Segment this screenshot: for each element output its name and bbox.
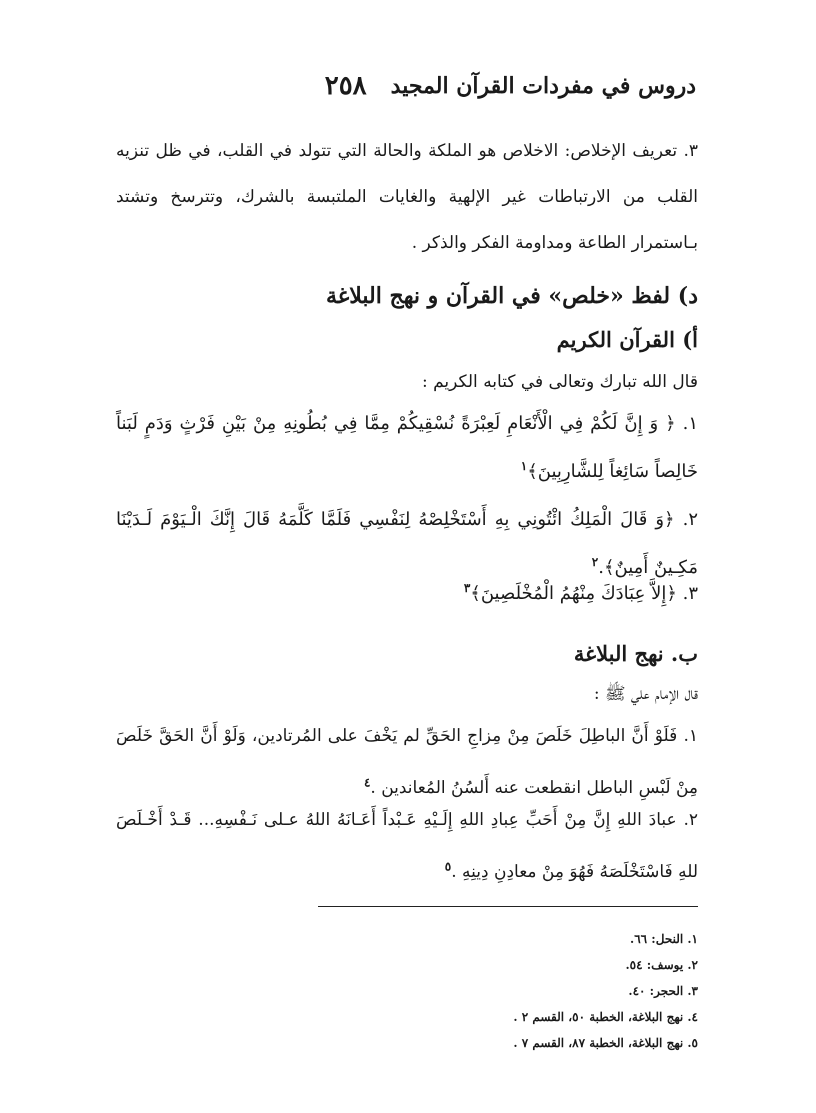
nahj-intro: قال الإمام علي ﷺ : — [593, 684, 698, 704]
verse-1 — [116, 400, 698, 496]
footnote-3: ٣. الحجر: ٤٠. — [628, 984, 698, 998]
saying-text: ١. فَلَوْ أَنَّ الباطِلَ خَلَصَ مِنْ مِزاجِ الحَقِّ لم يَخْفَ على المُرتادين، وَلَوْ أَنَّ الحَقَّ خَلَصَ مِنْ لَبْسِ الباطل انقطعت عنه أَلسُنُ المُعاندين . — [116, 726, 698, 798]
page-number: ٢٥٨ — [324, 71, 367, 101]
ikhlas-definition: ٣. تعريف الإخلاص: الاخلاص هو الملكة والحالة التي تتولد في القلب، في ظل تنزيه القلب من الارتباطات غير الإلهية والغايات الملتبسة بالشرك، وتترسخ وتشتد بـاستمرار الطاعة ومداومة الفكر والذكر . — [116, 141, 698, 253]
quran-intro: قال الله تبارك وتعالى في كتابه الكريم : — [421, 372, 698, 392]
verse-3 — [116, 570, 698, 618]
running-header — [116, 66, 696, 106]
footnote-4: ٤. نهج البلاغة، الخطبة ٥٠، القسم ٢ . — [513, 1010, 698, 1024]
footnote-separator — [318, 906, 698, 907]
footnote-5: ٥. نهج البلاغة، الخطبة ٨٧، القسم ٧ . — [513, 1036, 698, 1050]
footnote-ref: ١ — [520, 459, 528, 473]
section-d-heading: د) لفظ «خلص» في القرآن و نهج البلاغة — [325, 283, 698, 309]
quran-heading: أ) القرآن الكريم — [556, 327, 698, 352]
verse-text: ٣. ﴿إِلاَّ عِبَادَكَ مِنْهُمُ الْمُخْلَصِينَ﴾ — [470, 583, 698, 604]
saying-text: ٢. عبادَ اللهِ إِنَّ مِنْ أَحَبِّ عِبادِ اللهِ إِلَـيْهِ عَـبْداً أَعَـانَهُ اللهُ عـلى نَـفْسِهِ... قَـدْ أَخْـلَصَ للهِ فَاسْتَخْلَصَهُ فَهُوَ مِنْ معادِنِ دِينِهِ . — [116, 810, 698, 882]
nahj-heading: ب. نهج البلاغة — [573, 641, 698, 666]
verse-text: ١. ﴿ وَ إِنَّ لَكُمْ فِي الْأَنْعَامِ لَعِبْرَةً نُسْقِيكُمْ مِمَّا فِي بُطُونِهِ مِنْ بَيْنِ فَرْثٍ وَدَمٍ لَبَناً خَالِصاً سَائِغاً لِلشَّارِبِينَ﴾ — [116, 413, 698, 482]
footnote-ref: ٣ — [463, 581, 471, 595]
footnote-ref: ٥ — [444, 859, 452, 874]
saying-2 — [116, 794, 698, 898]
book-title: دروس في مفردات القرآن المجيد — [390, 73, 696, 99]
footnote-1: ١. النحل: ٦٦. — [630, 932, 698, 946]
footnote-ref: ٢ — [591, 555, 599, 569]
footnotes — [298, 926, 698, 1056]
verse-text: ٢. ﴿وَ قَالَ الْمَلِكُ ائْتُونِي بِهِ أَسْتَخْلِصْهُ لِنَفْسِي فَلَمَّا كَلَّمَهُ قَالَ إِنَّكَ الْـيَوْمَ لَـدَيْنَا مَكِـينٌ أَمِينٌ﴾. — [116, 509, 698, 578]
footnote-2: ٢. يوسف: ٥٤. — [625, 958, 698, 972]
footnote-ref: ٤ — [363, 775, 371, 790]
